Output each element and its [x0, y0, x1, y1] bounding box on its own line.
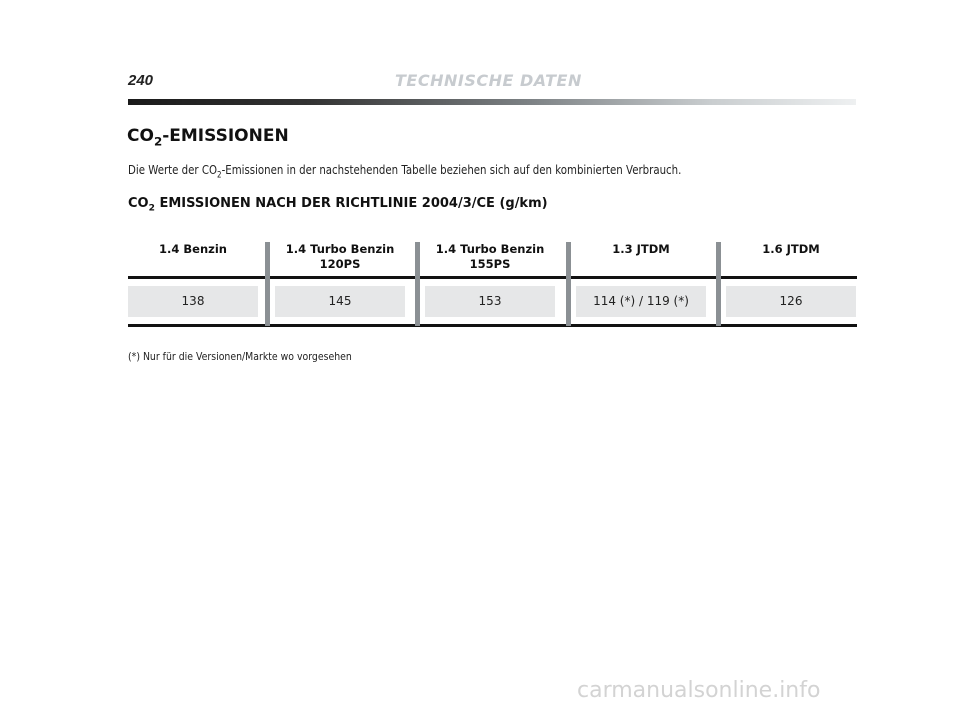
intro-text-post: -Emissionen in der nachstehenden Tabelle beziehen sich auf den kombinierten Verbrauch. [221, 163, 682, 177]
column-separator [415, 242, 420, 326]
column-header-1-4-turbo-155ps [425, 242, 555, 272]
intro-text-pre: Die Werte der CO [128, 163, 218, 177]
column-separator [265, 242, 270, 326]
column-header-line1: 1.6 JTDM [762, 242, 820, 256]
table-title-main: CO [128, 196, 149, 211]
table-title-rest: EMISSIONEN NACH DER RICHTLINIE 2004/3/CE (g/km) [154, 196, 548, 211]
column-header-1-4-turbo-120ps [275, 242, 405, 272]
intro-text-subscript: 2 [217, 169, 222, 180]
column-separator [716, 242, 721, 326]
column-header-line2: 120PS [319, 257, 361, 271]
column-header-1-6-jtdm [726, 242, 856, 257]
header-rule [128, 99, 856, 105]
column-header-line2: 155PS [469, 257, 511, 271]
section-title-rest: -EMISSIONEN [162, 126, 289, 146]
column-header-line1: 1.4 Turbo Benzin [435, 242, 545, 256]
column-header-1-3-jtdm [576, 242, 706, 257]
emission-value-cell: 126 [726, 286, 856, 317]
watermark: carmanualsonline.info [577, 678, 821, 703]
footnote: (*) Nur für die Versionen/Markte wo vorgesehen [128, 350, 352, 363]
section-title [127, 126, 289, 148]
section-title-subscript: 2 [153, 134, 163, 149]
emission-value-cell: 138 [128, 286, 258, 317]
table-title [128, 196, 548, 214]
column-header-line1: 1.4 Benzin [159, 242, 227, 256]
intro-text [128, 163, 681, 179]
page-number: 240 [128, 72, 154, 89]
table-rule-top [128, 276, 857, 279]
column-separator [566, 242, 571, 326]
table-rule-bottom [128, 324, 857, 327]
column-header-line1: 1.3 JTDM [612, 242, 670, 256]
table-title-subscript: 2 [148, 203, 155, 214]
emissions-table [128, 237, 857, 329]
running-title: TECHNISCHE DATEN [395, 71, 582, 90]
section-title-main: CO [127, 126, 154, 146]
column-header-line1: 1.4 Turbo Benzin [285, 242, 395, 256]
emission-value-cell: 114 (*) / 119 (*) [576, 286, 706, 317]
column-header-1-4-benzin [128, 242, 258, 257]
emission-value-cell: 145 [275, 286, 405, 317]
emission-value-cell: 153 [425, 286, 555, 317]
